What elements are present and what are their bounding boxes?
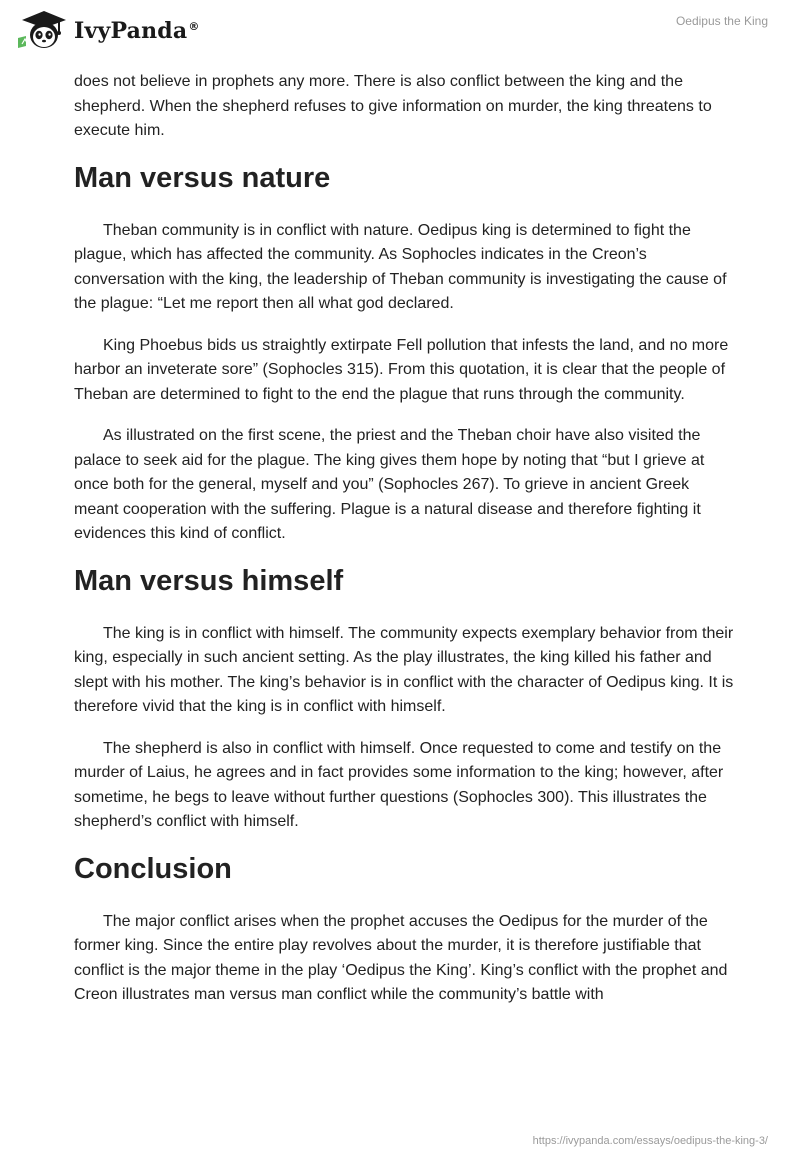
page-header [0, 0, 800, 70]
paragraph: King Phoebus bids us straightly extirpate Fell pollution that infests the land, and no more harbor an inveterate sore” (Sophocles 315). From this quotation, it is clear that the people of Theban are determined to fight to the end the plague that runs through the community. [74, 336, 729, 403]
panda-graduate-icon [14, 8, 70, 52]
document-title: Oedipus the King [675, 14, 768, 28]
paragraph: Theban community is in conflict with nature. Oedipus king is determined to fight the plague, which has affected the community. As Sophocles indicates in the Creon’s conversation with the king, the leadership of Theban community is investigating the cause of the plague: “Let me report then all what god declared. [74, 221, 727, 312]
essay-body [74, 70, 734, 1025]
ivypanda-logo[interactable] [14, 8, 200, 52]
intro-paragraph: does not believe in prophets any more. There is also conflict between the king and the shepherd. When the shepherd refuses to give information on murder, the king threatens to execute him. [74, 73, 712, 139]
paragraph: The major conflict arises when the prophet accuses the Oedipus for the murder of the former king. Since the entire play revolves about the murder, it is therefore justifiable that conflict is the major theme in the play ‘Oedipus the King’. King’s conflict with the prophet and Creon illustrates man versus man conflict while the community’s battle with [74, 912, 728, 1003]
section-heading-himself: Man versus himself [74, 564, 344, 597]
section-heading-nature: Man versus nature [74, 161, 331, 194]
paragraph: As illustrated on the first scene, the priest and the Theban choir have also visited the palace to seek aid for the plague. The king gives them hope by noting that “but I grieve at once both for the general, myself and you” (Sophocles 267). To grieve in ancient Greek meant cooperation with the suffering. Plague is a natural disease and therefore fighting it evidences this kind of conflict. [74, 427, 705, 542]
paragraph: The shepherd is also in conflict with himself. Once requested to come and testify on the murder of Laius, he agrees and in fact provides some information to the king; however, after sometime, he begs to leave without further questions (Sophocles 300). This illustrates the shepherd’s conflict with himself. [74, 739, 724, 830]
section-heading-conclusion: Conclusion [74, 852, 232, 885]
brand-name: IvyPanda® [74, 18, 200, 44]
paragraph: The king is in conflict with himself. The community expects exemplary behavior from their king, especially in such ancient setting. As the play illustrates, the king killed his father and slept with his mother. The king’s behavior is in conflict with the character of Oedipus king. It is therefore vivid that the king is in conflict with himself. [74, 624, 734, 715]
source-url[interactable]: https://ivypanda.com/essays/oedipus-the-king-3/ [532, 1135, 768, 1147]
registered-mark: ® [188, 19, 200, 33]
